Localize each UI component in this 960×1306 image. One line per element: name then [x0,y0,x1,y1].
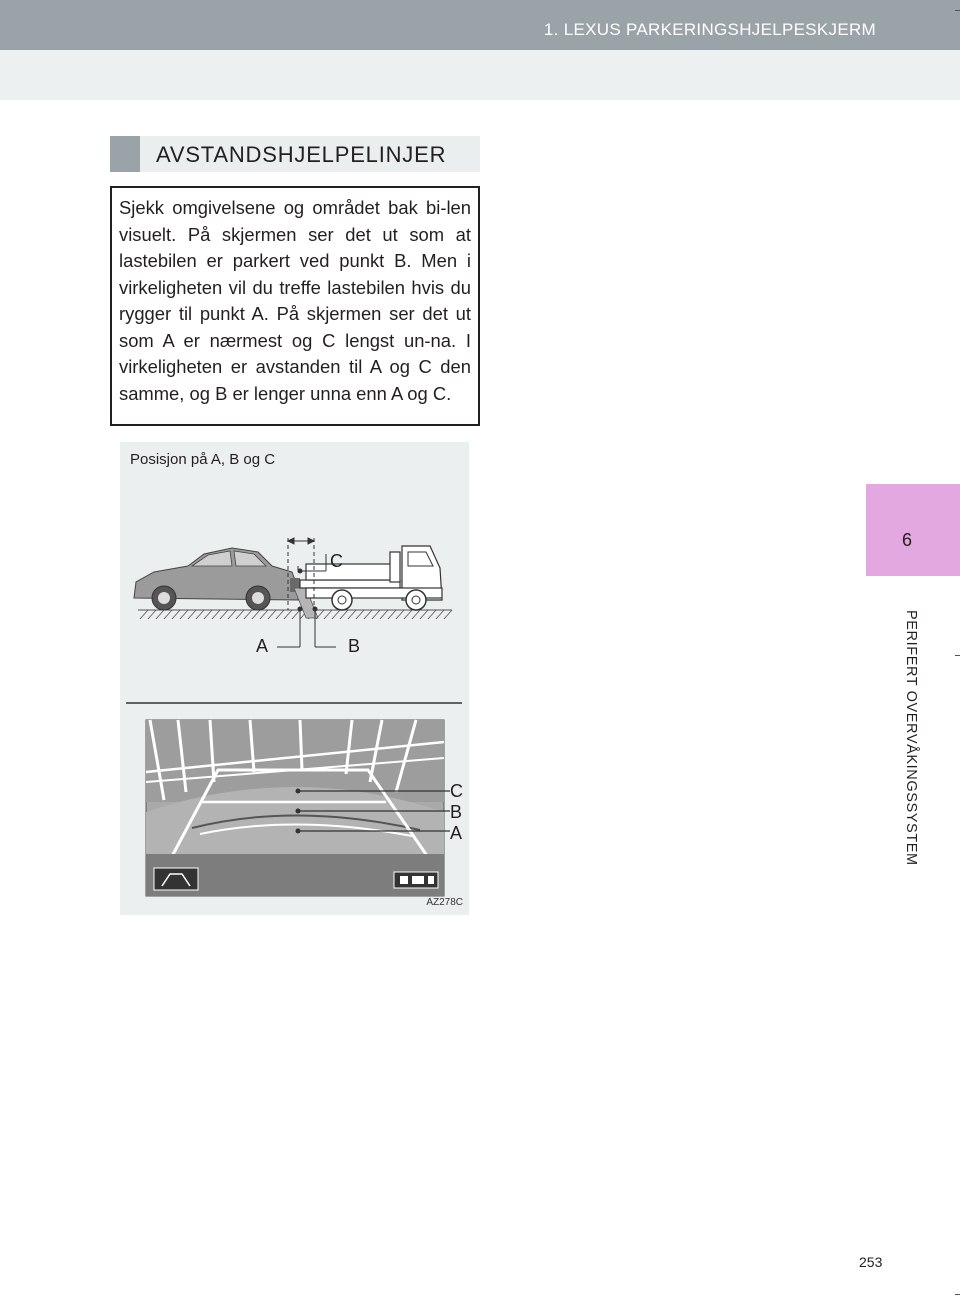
note-text: Sjekk omgivelsene og området bak bi-len visuelt. På skjermen ser det ut som at lastebilen er parkert ved punkt B. Men i virkeligheten vil du treffe lastebilen hvis du rygger til punkt A. På skjermen ser det ut som A er nærmest og C lengst un-na. I virkeligheten er avstanden til A og C den samme, og B er lenger unna enn A og C. [119,197,471,404]
header-bar [0,0,960,50]
crop-mark [955,655,960,656]
camera-view [146,720,444,896]
point-b-marker [313,607,318,612]
label-a-camera: A [450,823,463,843]
page-number: 253 [859,1254,883,1270]
crop-mark [955,1294,960,1295]
camera-point-a [296,829,301,834]
header-band [0,50,960,100]
section-heading [110,136,480,172]
note-box [110,186,480,426]
point-c-marker [298,569,303,574]
section-heading-text: AVSTANDSHJELPELINJER [156,142,447,167]
figure-illustration [120,442,469,915]
crop-mark [955,10,960,11]
camera-point-c [296,789,301,794]
label-c-side: C [330,551,343,571]
chapter-label: PERIFERT OVERVÅKINGSSYSTEM [903,610,919,866]
car-illustration [134,548,300,610]
ground [138,610,452,619]
label-b-side: B [348,636,361,656]
point-a-marker [298,607,303,612]
label-a-side: A [256,636,269,656]
section-heading-marker [110,136,140,172]
chapter-number: 6 [902,530,913,550]
figure-caption: Posisjon på A, B og C [130,451,276,468]
chapter-tab [866,484,960,576]
label-b-camera: B [450,802,463,822]
label-c-camera: C [450,781,463,801]
figure-code: AZ278C [426,897,463,908]
camera-point-b [296,809,301,814]
figure [120,442,469,915]
header-title: 1. LEXUS PARKERINGSHJELPESKJERM [543,20,876,39]
